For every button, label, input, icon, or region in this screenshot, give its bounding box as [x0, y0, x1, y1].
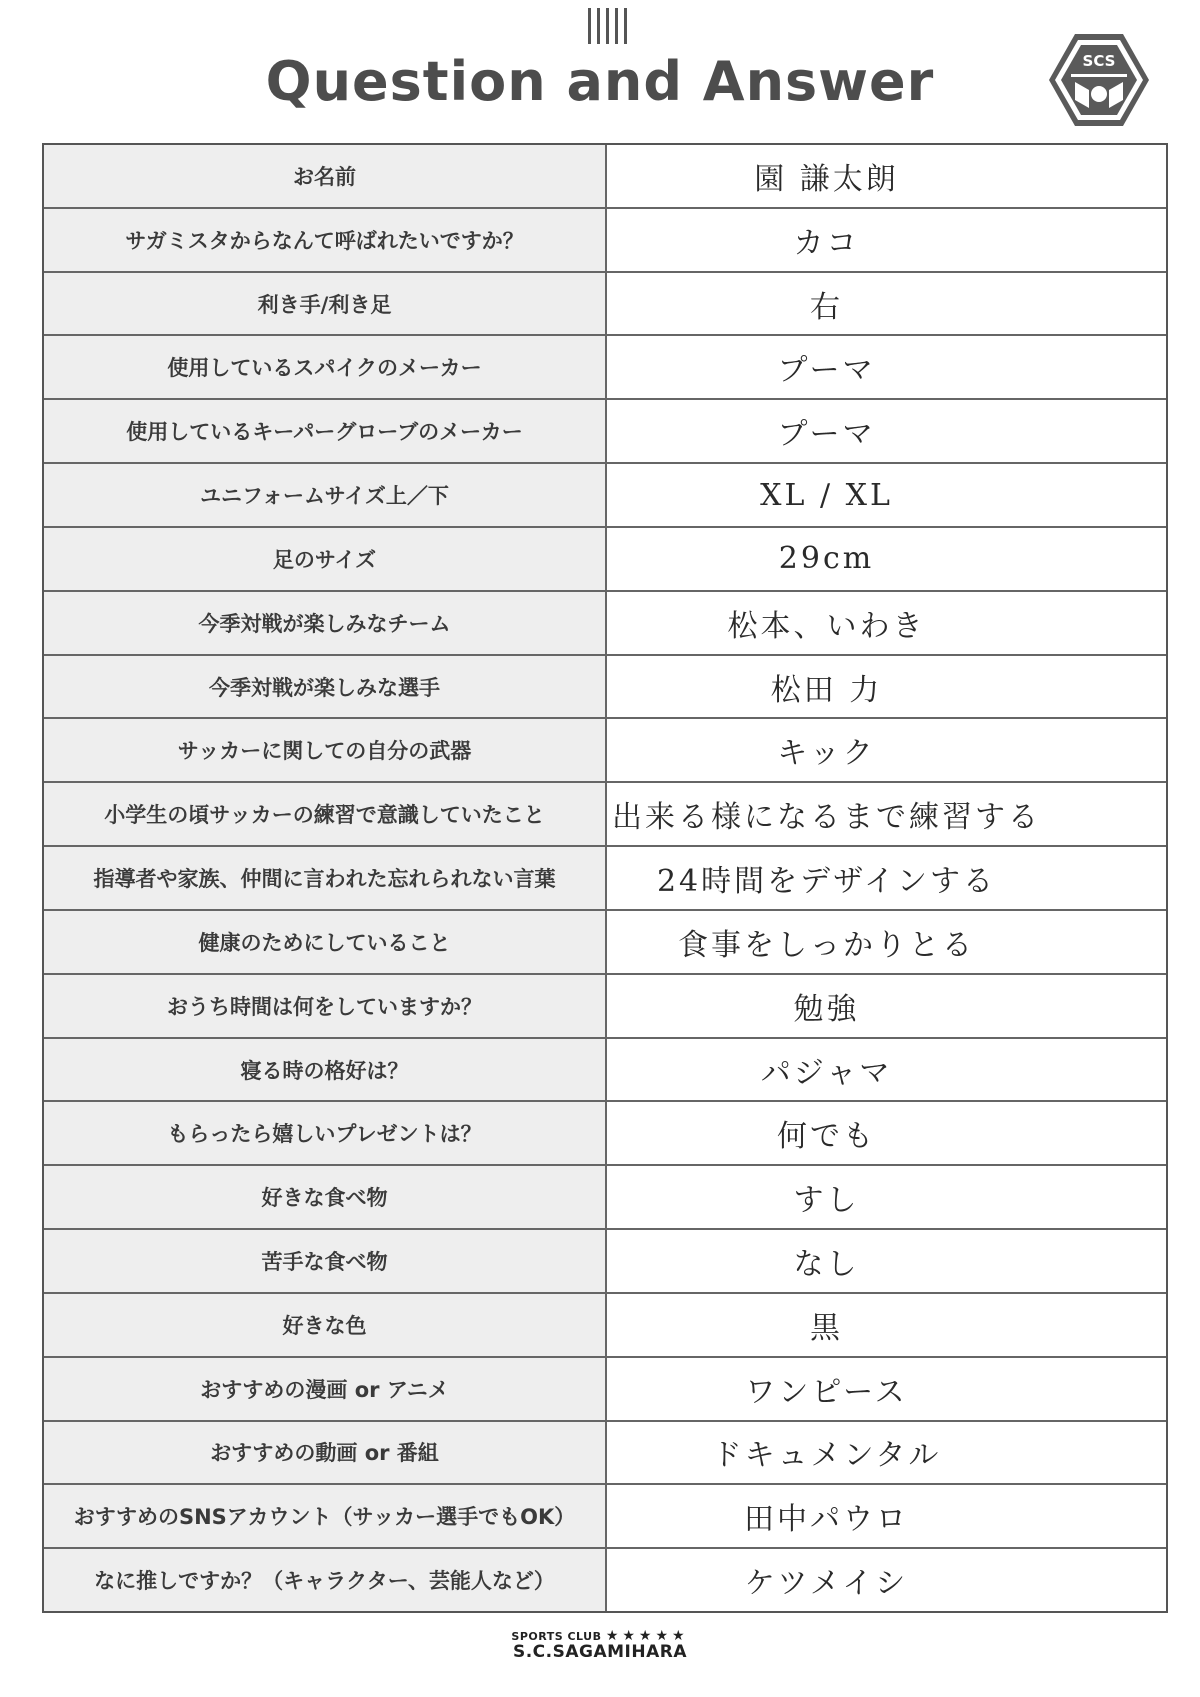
top-marks [588, 8, 627, 44]
question-cell: ユニフォームサイズ上／下 [44, 464, 607, 526]
question-cell: 健康のためにしていること [44, 911, 607, 973]
question-cell: 今季対戦が楽しみなチーム [44, 592, 607, 654]
qa-row [44, 1294, 1166, 1358]
qa-row [44, 975, 1166, 1039]
club-emblem-icon [1045, 30, 1153, 130]
qa-row [44, 592, 1166, 656]
qa-row [44, 145, 1166, 209]
answer-cell: 園 謙太朗 [754, 161, 899, 197]
question-cell: 使用しているスパイクのメーカー [44, 336, 607, 398]
qa-row [44, 528, 1166, 592]
question-cell: おすすめの動画 or 番組 [44, 1422, 607, 1484]
logo-text: SCS [1082, 52, 1116, 70]
answer-cell: 田中パウロ [744, 1502, 909, 1538]
answer-cell: ワンピース [745, 1374, 908, 1410]
footer-club-label: SPORTS CLUB ★★★★★ [511, 1628, 689, 1644]
qa-row [44, 464, 1166, 528]
footer-club-name: S.C.SAGAMIHARA [512, 1642, 688, 1662]
qa-row [44, 1102, 1166, 1166]
answer-cell: 松本、いわき [727, 608, 926, 644]
question-cell: 好きな食べ物 [44, 1166, 607, 1228]
question-cell: お名前 [44, 145, 607, 207]
answer-cell: 勉強 [793, 991, 860, 1027]
question-cell: サッカーに関しての自分の武器 [44, 719, 607, 781]
qa-row [44, 336, 1166, 400]
qa-row [44, 783, 1166, 847]
qa-row [44, 209, 1166, 273]
qa-row [44, 400, 1166, 464]
qa-row [44, 1358, 1166, 1422]
answer-cell: XL / XL [760, 477, 893, 513]
qa-row [44, 719, 1166, 783]
qa-row [44, 1549, 1166, 1611]
question-cell: 好きな色 [44, 1294, 607, 1356]
answer-cell: キック [777, 736, 876, 772]
question-cell: 寝る時の格好は？ [44, 1039, 607, 1101]
qa-row [44, 1166, 1166, 1230]
answer-cell: 食事をしっかりとる [678, 927, 975, 963]
qa-row [44, 1422, 1166, 1486]
qa-row [44, 847, 1166, 911]
qa-row [44, 273, 1166, 337]
answer-cell: カコ [793, 225, 860, 261]
answer-cell: すし [793, 1183, 860, 1219]
question-cell: おうち時間は何をしていますか？ [44, 975, 607, 1037]
answer-cell: 何でも [777, 1119, 876, 1155]
question-cell: 利き手/利き足 [44, 273, 607, 335]
question-cell: 苦手な食べ物 [44, 1230, 607, 1292]
answer-cell: ドキュメンタル [711, 1438, 942, 1474]
answer-cell: 24時間をデザインする [656, 864, 997, 900]
question-cell: おすすめのSNSアカウント（サッカー選手でもOK） [44, 1485, 607, 1547]
answer-cell: プーマ [777, 417, 876, 453]
question-cell: 今季対戦が楽しみな選手 [44, 656, 607, 718]
answer-cell: 29cm [778, 541, 875, 577]
answer-cell: 松田 力 [770, 672, 883, 708]
answer-cell: プーマ [777, 353, 876, 389]
qa-row [44, 1230, 1166, 1294]
question-cell: 使用しているキーパーグローブのメーカー [44, 400, 607, 462]
answer-cell: 黒 [810, 1310, 843, 1346]
question-cell: なに推しですか？（キャラクター、芸能人など） [44, 1549, 607, 1611]
question-cell: 指導者や家族、仲間に言われた忘れられない言葉 [44, 847, 607, 909]
question-cell: サガミスタからなんて呼ばれたいですか？ [44, 209, 607, 271]
answer-cell: なし [793, 1246, 860, 1282]
footer-logo [0, 1628, 1200, 1662]
answer-cell: 出来る様になるまで練習する [612, 800, 1041, 836]
answer-cell: ケツメイシ [744, 1566, 909, 1602]
qa-row [44, 1485, 1166, 1549]
answer-cell: パジャマ [760, 1055, 893, 1091]
question-cell: もらったら嬉しいプレゼントは？ [44, 1102, 607, 1164]
qa-row [44, 656, 1166, 720]
footer-stars: ★★★★★ [605, 1628, 689, 1644]
answer-cell: 右 [810, 289, 843, 325]
page-title: Question and Answer [265, 50, 935, 113]
qa-table [42, 143, 1168, 1613]
question-cell: 足のサイズ [44, 528, 607, 590]
question-cell: おすすめの漫画 or アニメ [44, 1358, 607, 1420]
qa-row [44, 1039, 1166, 1103]
question-cell: 小学生の頃サッカーの練習で意識していたこと [44, 783, 607, 845]
qa-row [44, 911, 1166, 975]
